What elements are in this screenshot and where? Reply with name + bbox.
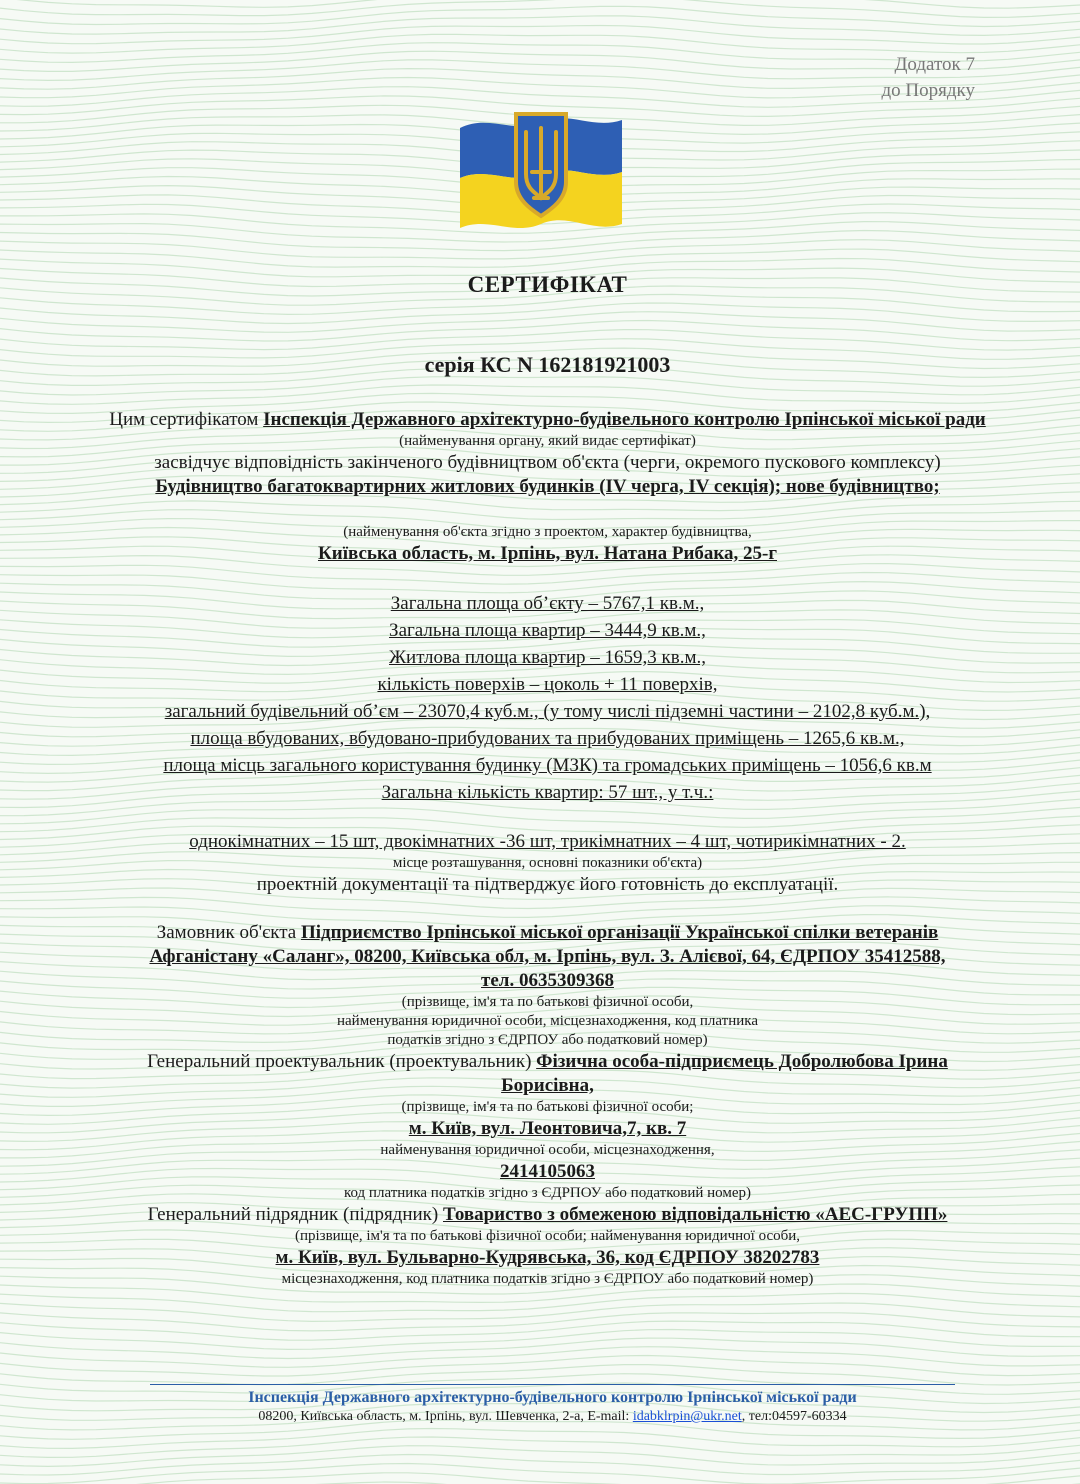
issuer-line [90,408,1005,432]
designer-note: (прізвище, ім'я та по батькові фізичної особи; [401,1099,694,1115]
customer-line [90,921,1005,945]
customer-label: Замовник об'єкта [156,922,297,943]
annex-line-2: до Порядку [881,80,975,101]
contractor-line [90,1203,1005,1227]
customer-name: Підприємство Ірпінської міської організації Української спілки ветеранів [300,922,939,943]
customer-note: податків згідно з ЄДРПОУ або податковий номер) [387,1032,708,1048]
contractor-note: місцезнаходження, код платника податків згідно з ЄДРПОУ або податковий номер) [281,1271,814,1287]
footer-address: 08200, Київська область, м. Ірпінь, вул. Шевченка, 2-а, E-mail: [258,1409,630,1424]
contractor-note: (прізвище, ім'я та по батькові фізичної особи; найменування юридичної особи, [294,1228,801,1244]
object-note: (найменування об'єкта згідно з проектом, характер будівництва, [343,524,752,540]
footer-phone: , тел:04597-60334 [741,1409,847,1424]
certificate-body [90,408,1005,1289]
specs-note: місце розташування, основні показники об'єкта) [392,855,703,871]
spec-line: площа місць загального користування будинку (МЗК) та громадських приміщень – 1056,6 кв.м [163,755,932,776]
object-location: Київська область, м. Ірпінь, вул. Натана Рибака, 25-г [317,543,778,564]
footer-organization: Інспекція Державного архітектурно-будівельного контролю Ірпінської міської ради [248,1389,857,1406]
designer-address: м. Київ, вул. Леонтовича,7, кв. 7 [408,1118,687,1139]
certifies-text: засвідчує відповідність закінченого будівництвом об'єкта (черги, окремого пускового комплексу) [154,452,941,473]
designer-note: найменування юридичної особи, місцезнаходження, [380,1142,715,1158]
spec-line: площа вбудованих, вбудовано-прибудованих та прибудованих приміщень – 1265,6 кв.м., [190,728,905,749]
contractor-name: Товариство з обмеженою відповідальністю «АЕС-ГРУПП» [443,1204,948,1225]
designer-note: код платника податків згідно з ЄДРПОУ або податковий номер) [343,1185,752,1201]
certificate-series: серія КС N 162181921003 [424,352,671,377]
spec-line: Загальна площа об’єкту – 5767,1 кв.м., [390,593,705,614]
footer-contacts [150,1407,955,1427]
designer-line [90,1050,1005,1074]
issuer-name: Інспекція Державного архітектурно-будівельного контролю Ірпінської міської ради [263,409,986,430]
contractor-label: Генеральний підрядник (підрядник) [147,1204,439,1225]
customer-note: найменування юридичної особи, місцезнаходження, код платника [337,1013,758,1029]
annex-line-1: Додаток 7 [894,54,975,75]
customer-note: (прізвище, ім'я та по батькові фізичної особи, [401,994,694,1010]
designer-label: Генеральний проектувальник (проектувальник) [147,1051,532,1072]
coat-of-arms-flag-icon [458,112,624,230]
customer-phone: тел. 0635309368 [481,970,614,991]
designer-tax-code: 2414105063 [500,1161,595,1182]
object-name: Будівництво багатоквартирних житлових будинків (IV черга, IV секція); нове будівництво; [155,476,940,497]
issuer-note: (найменування органу, який видає сертифікат) [399,433,696,449]
customer-details: Афганістану «Саланг», 08200, Київська обл, м. Ірпінь, вул. З. Алієвої, 64, ЄДРПОУ 35412588, [149,946,946,967]
spec-line: Загальна кількість квартир: 57 шт., у т.ч.: [381,782,714,803]
footer [150,1384,955,1427]
spec-line: Житлова площа квартир – 1659,3 кв.м., [389,647,706,668]
spec-line: Загальна площа квартир – 3444,9 кв.м., [389,620,706,641]
contractor-address: м. Київ, вул. Бульварно-Кудрявська, 36, код ЄДРПОУ 38202783 [275,1247,820,1268]
designer-name: Фізична особа-підприємець Добролюбова Ірина [536,1051,948,1072]
conformity-text: проектній документації та підтверджує його готовність до експлуатації. [256,874,839,895]
spec-line: кількість поверхів – цоколь + 11 поверхів, [377,674,718,695]
designer-name-cont: Борисівна, [501,1075,594,1096]
specs-list [90,590,1005,806]
spec-line: загальний будівельний об’єм – 23070,4 куб.м., (у тому числі підземні частини – 2102,8 куб.м.), [164,701,931,722]
intro-text: Цим сертифікатом [109,409,259,430]
certificate-title: СЕРТИФІКАТ [467,272,628,297]
annex-reference [881,52,975,104]
footer-email-link[interactable]: idabklrpin@ukr.net [632,1409,742,1424]
apartments-breakdown: однокімнатних – 15 шт, двокімнатних -36 шт, трикімнатних – 4 шт, чотирикімнатних - 2. [189,831,906,852]
